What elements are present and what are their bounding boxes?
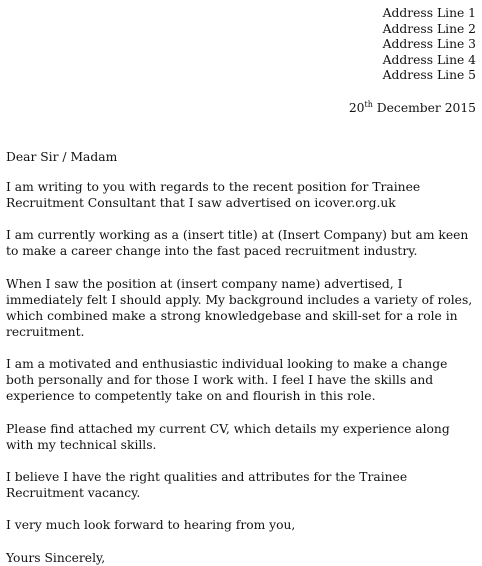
paragraph-intro: I am writing to you with regards to the recent position for Trainee Recruitment Consultant that I saw advertised on icover.org.uk bbox=[6, 180, 421, 210]
date-day: 20 bbox=[348, 101, 365, 115]
paragraph-attachment: Please find attached my current CV, which details my experience along with my technical skills. bbox=[6, 421, 450, 452]
paragraph-qualities: I believe I have the right qualities and attributes for the Trainee Recruitment vacancy. bbox=[6, 469, 408, 500]
date-day-suffix: th bbox=[364, 99, 373, 109]
address-line-1: Address Line 1 bbox=[382, 6, 476, 20]
letter-date bbox=[349, 100, 476, 116]
paragraph-background: When I saw the position at (insert company name) advertised, I immediately felt I should apply. My background includes a variety of roles, which combined make a strong knowledgebase and skill-set for a role in recruitment. bbox=[6, 276, 473, 339]
paragraph-current-role: I am currently working as a (insert title) at (Insert Company) but am keen to make a career change into the fast paced recruitment industry. bbox=[6, 228, 469, 259]
paragraph-sign-off: I very much look forward to hearing from you, bbox=[6, 518, 296, 533]
letter-body bbox=[6, 149, 478, 566]
address-line-3: Address Line 3 bbox=[382, 37, 476, 52]
address-line-2: Address Line 2 bbox=[382, 21, 476, 36]
address-line-4: Address Line 4 bbox=[382, 52, 476, 67]
sender-address bbox=[383, 6, 476, 84]
paragraph-motivation: I am a motivated and enthusiastic individual looking to make a change both personally and for those I work with. I feel I have the skills and experience to competently take on and flourish in this role. bbox=[6, 357, 448, 404]
closing: Yours Sincerely, bbox=[6, 550, 106, 565]
address-line-5: Address Line 5 bbox=[382, 68, 476, 83]
date-month-year: December 2015 bbox=[372, 101, 476, 115]
salutation: Dear Sir / Madam bbox=[6, 150, 118, 164]
